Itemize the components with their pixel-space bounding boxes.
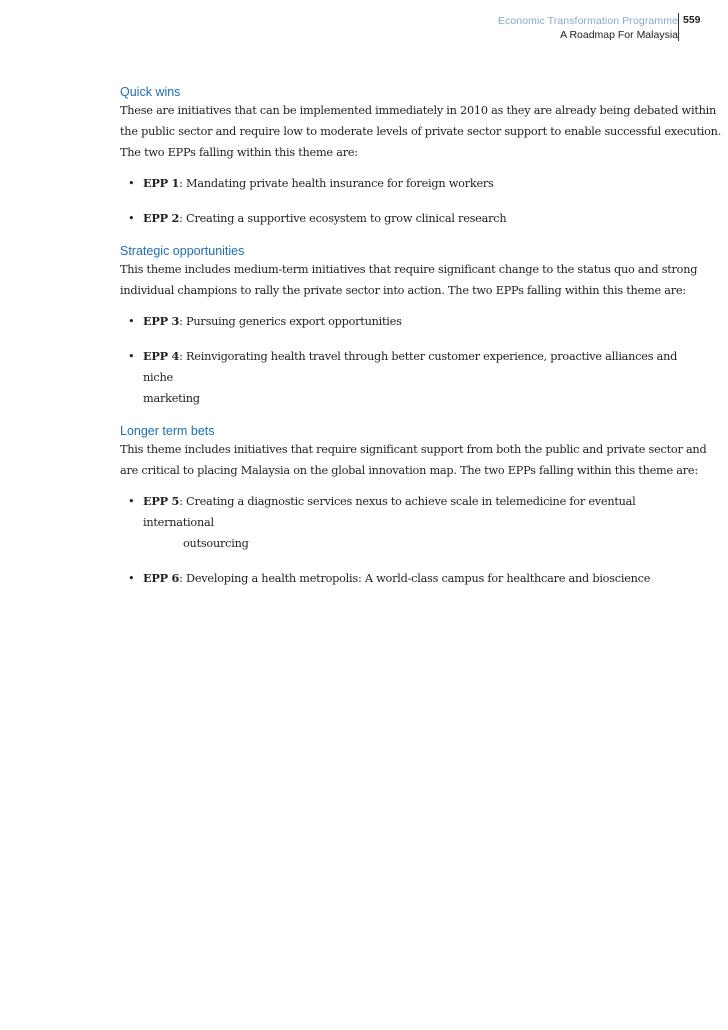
section-title: Quick wins: [120, 85, 181, 99]
section-intro: [120, 439, 707, 481]
section-intro: [120, 259, 698, 301]
epp-code: EPP 1: [143, 176, 180, 190]
intro-line: are critical to placing Malaysia on the global innovation map. The two EPPs falling within this theme are:: [120, 464, 698, 477]
intro-line: individual champions to rally the private sector into action. The two EPPs falling within this theme are:: [120, 284, 686, 297]
section-strategic-opportunities: [120, 243, 698, 409]
epp-list: [120, 311, 680, 409]
epp-list: [120, 173, 680, 229]
epp-description: : Developing a health metropolis: A world-class campus for healthcare and bioscience: [179, 572, 651, 585]
list-item-epp-1: [120, 173, 680, 194]
epp-code: EPP 2: [143, 211, 180, 225]
epp-description: : Creating a diagnostic services nexus to achieve scale in telemedicine for eventual international: [143, 495, 636, 529]
bullet-icon: •: [128, 350, 135, 363]
section-longer-term-bets: [120, 423, 707, 589]
intro-line: This theme includes medium-term initiatives that require significant change to the status quo and strong: [120, 263, 698, 276]
page-number: 559: [683, 14, 701, 26]
epp-description: : Pursuing generics export opportunities: [179, 315, 402, 328]
epp-description: : Mandating private health insurance for foreign workers: [179, 177, 494, 190]
epp-list: [120, 491, 680, 589]
epp-description-continuation: outsourcing: [183, 537, 249, 550]
epp-code: EPP 5: [143, 494, 180, 508]
header-programme-title: Economic Transformation Programme: [497, 15, 678, 27]
document-body: [120, 84, 722, 603]
list-item-epp-6: [120, 568, 680, 589]
bullet-icon: •: [128, 177, 135, 190]
section-intro: [120, 100, 722, 163]
epp-description-continuation: marketing: [143, 392, 200, 405]
intro-line: the public sector and require low to moderate levels of private sector support to enable successful execution.: [120, 125, 722, 138]
header-roadmap-subtitle: A Roadmap For Malaysia: [560, 29, 678, 41]
intro-line: The two EPPs falling within this theme are:: [120, 146, 358, 159]
bullet-icon: •: [128, 495, 135, 508]
intro-line: These are initiatives that can be implemented immediately in 2010 as they are already being debated within: [120, 104, 717, 117]
header-divider: [678, 13, 679, 41]
list-item-epp-5: [120, 491, 680, 554]
epp-code: EPP 6: [143, 571, 180, 585]
list-item-epp-2: [120, 208, 680, 229]
bullet-icon: •: [128, 212, 135, 225]
epp-code: EPP 4: [143, 349, 180, 363]
epp-description: : Creating a supportive ecosystem to grow clinical research: [179, 212, 507, 225]
section-title: Longer term bets: [120, 424, 215, 438]
bullet-icon: •: [128, 572, 135, 585]
section-title: Strategic opportunities: [120, 244, 245, 258]
page-header: [498, 14, 678, 42]
epp-description: : Reinvigorating health travel through better customer experience, proactive alliances and niche: [143, 350, 678, 384]
list-item-epp-4: [120, 346, 680, 409]
epp-code: EPP 3: [143, 314, 180, 328]
intro-line: This theme includes initiatives that require significant support from both the public and private sector and: [120, 443, 707, 456]
section-quick-wins: [120, 84, 722, 229]
list-item-epp-3: [120, 311, 680, 332]
bullet-icon: •: [128, 315, 135, 328]
